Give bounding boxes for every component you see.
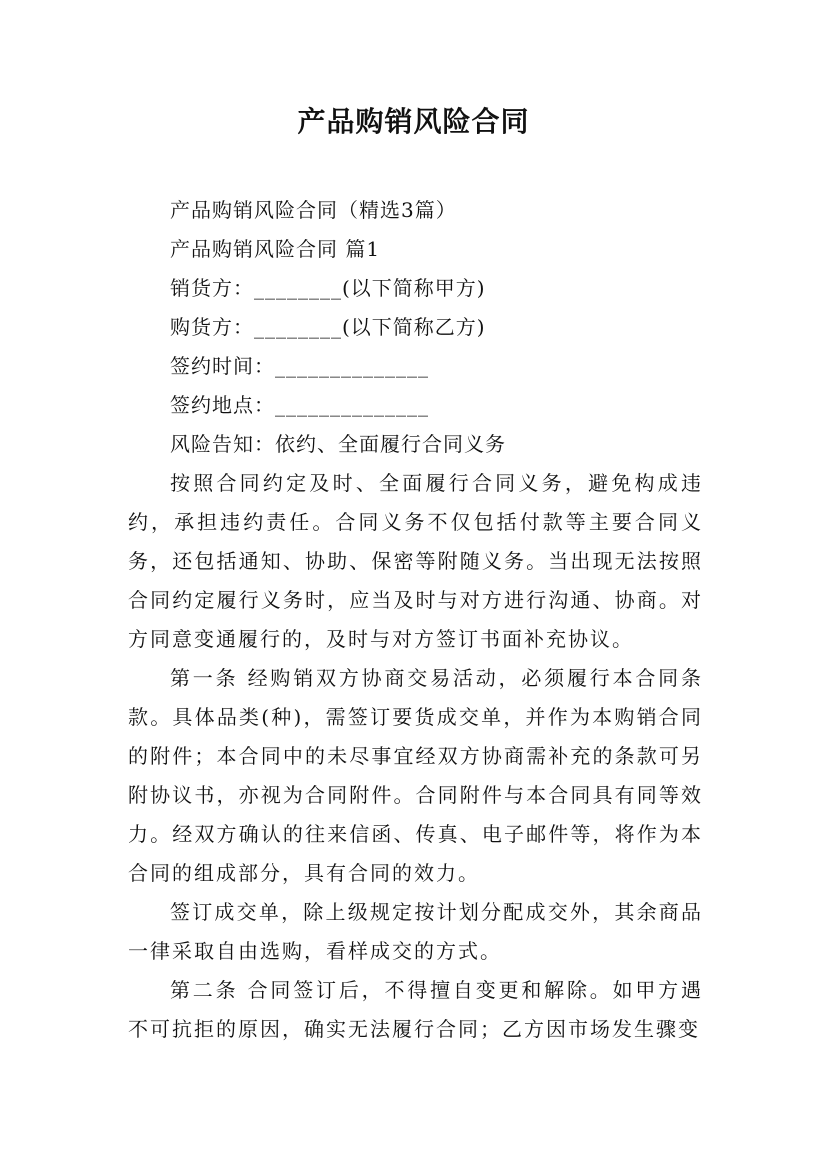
risk-notice-line: 风险告知：依约、全面履行合同义务 — [170, 432, 506, 456]
paragraph: 签订成交单，除上级规定按计划分配成交外，其余商品一律采取自由选购，看样成交的方式。 — [128, 900, 703, 963]
subtitle-line: 产品购销风险合同（精选3篇） — [170, 198, 457, 222]
signing-time-line: 签约时间：______________ — [170, 354, 429, 378]
section-heading: 产品购销风险合同 篇1 — [170, 237, 381, 261]
signing-place-line: 签约地点：______________ — [170, 393, 429, 417]
buyer-line: 购货方：________(以下简称乙方) — [170, 315, 486, 339]
paragraph: 第一条 经购销双方协商交易活动，必须履行本合同条款。具体品类(种)，需签订要货成交单，并作为本购销合同的附件；本合同中的未尽事宜经双方协商需补充的条款可另附协议书，亦视为合同附件。合同附件与本合同具有同等效力。经双方确认的往来信函、传真、电子邮件等，将作为本合同的组成部分，具有合同的效力。 — [128, 666, 703, 885]
seller-line: 销货方：________(以下简称甲方) — [170, 276, 486, 300]
document-body — [128, 191, 703, 1049]
document-title: 产品购销风险合同 — [297, 105, 530, 138]
paragraph: 第二条 合同签订后，不得擅自变更和解除。如甲方遇不可抗拒的原因，确实无法履行合同；乙方因市场发生骤变 — [128, 978, 703, 1041]
paragraph: 按照合同约定及时、全面履行合同义务，避免构成违约，承担违约责任。合同义务不仅包括付款等主要合同义务，还包括通知、协助、保密等附随义务。当出现无法按照合同约定履行义务时，应当及时与对方进行沟通、协商。对方同意变通履行的，及时与对方签订书面补充协议。 — [128, 471, 703, 651]
